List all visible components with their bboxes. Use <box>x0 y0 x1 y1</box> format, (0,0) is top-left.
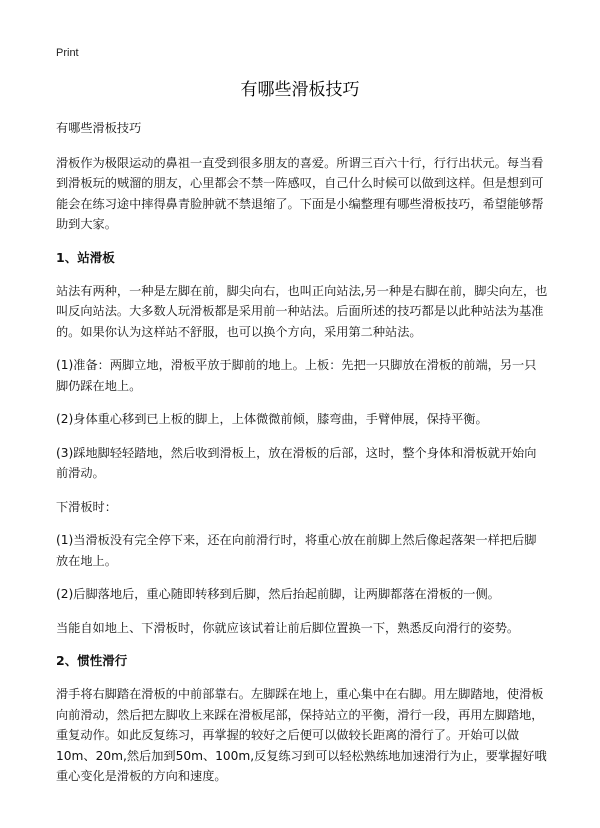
paragraph: 当能自如地上、下滑板时，你就应该试着让前后脚位置换一下，熟悉反向滑行的姿势。 <box>56 620 520 635</box>
article-subtitle: 有哪些滑板技巧 <box>56 121 142 135</box>
paragraph: 站法有两种，一种是左脚在前，脚尖向右，也叫正向站法,另一种是右脚在前，脚尖向左，也叫反向站法。大多数人玩滑板都是采用前一种站法。后面所述的技巧都是以此种站法为基准的。如果你认为这样站不舒服，也可以换个方向，采用第二种站法。 <box>56 283 548 339</box>
paragraph: 滑手将右脚踏在滑板的中前部靠右。左脚踩在地上，重心集中在右脚。用左脚踏地，使滑板向前滑动，然后把左脚收上来踩在滑板尾部，保持站立的平衡，滑行一段，再用左脚踏地，重复动作。如此反复练习，再掌握的较好之后便可以做较长距离的滑行了。开始可以做10m、20m,然后加到50m、100m,反复练习到可以轻松熟练地加速滑行为止，要掌握好哦重心变化是滑板的方向和速度。 <box>56 687 547 783</box>
section-heading: 1、站滑板 <box>56 249 115 265</box>
page-title: 有哪些滑板技巧 <box>240 80 360 100</box>
article-body <box>56 118 548 800</box>
print-link[interactable]: Print <box>56 47 79 59</box>
paragraph: (2)身体重心移到已上板的脚上，上体微微前倾，膝弯曲，手臂伸展，保持平衡。 <box>56 412 488 426</box>
section-heading: 2、惯性滑行 <box>56 653 128 668</box>
paragraph: 下滑板时： <box>56 499 117 514</box>
paragraph: (2)后脚落地后，重心随即转移到后脚，然后抬起前脚，让两脚都落在滑板的一侧。 <box>56 587 500 601</box>
paragraph: (3)踩地脚轻轻踏地，然后收到滑板上，放在滑板的后部，这时，整个身体和滑板就开始向前滑动。 <box>56 445 537 480</box>
intro-paragraph: 滑板作为极限运动的鼻祖一直受到很多朋友的喜爱。所谓三百六十行，行行出状元。每当看到滑板玩的贼溜的朋友，心里都会不禁一阵感叹，自己什么时候可以做到这样。但是想到可能会在练习途中摔得鼻青脸肿就不禁退缩了。下面是小编整理有哪些滑板技巧，希望能够帮助到大家。 <box>56 155 544 231</box>
paragraph: (1)当滑板没有完全停下来，还在向前滑行时，将重心放在前脚上然后像起落架一样把后脚放在地上。 <box>56 533 537 568</box>
paragraph: (1)准备：两脚立地，滑板平放于脚前的地上。上板：先把一只脚放在滑板的前端，另一只脚仍踩在地上。 <box>56 358 537 393</box>
